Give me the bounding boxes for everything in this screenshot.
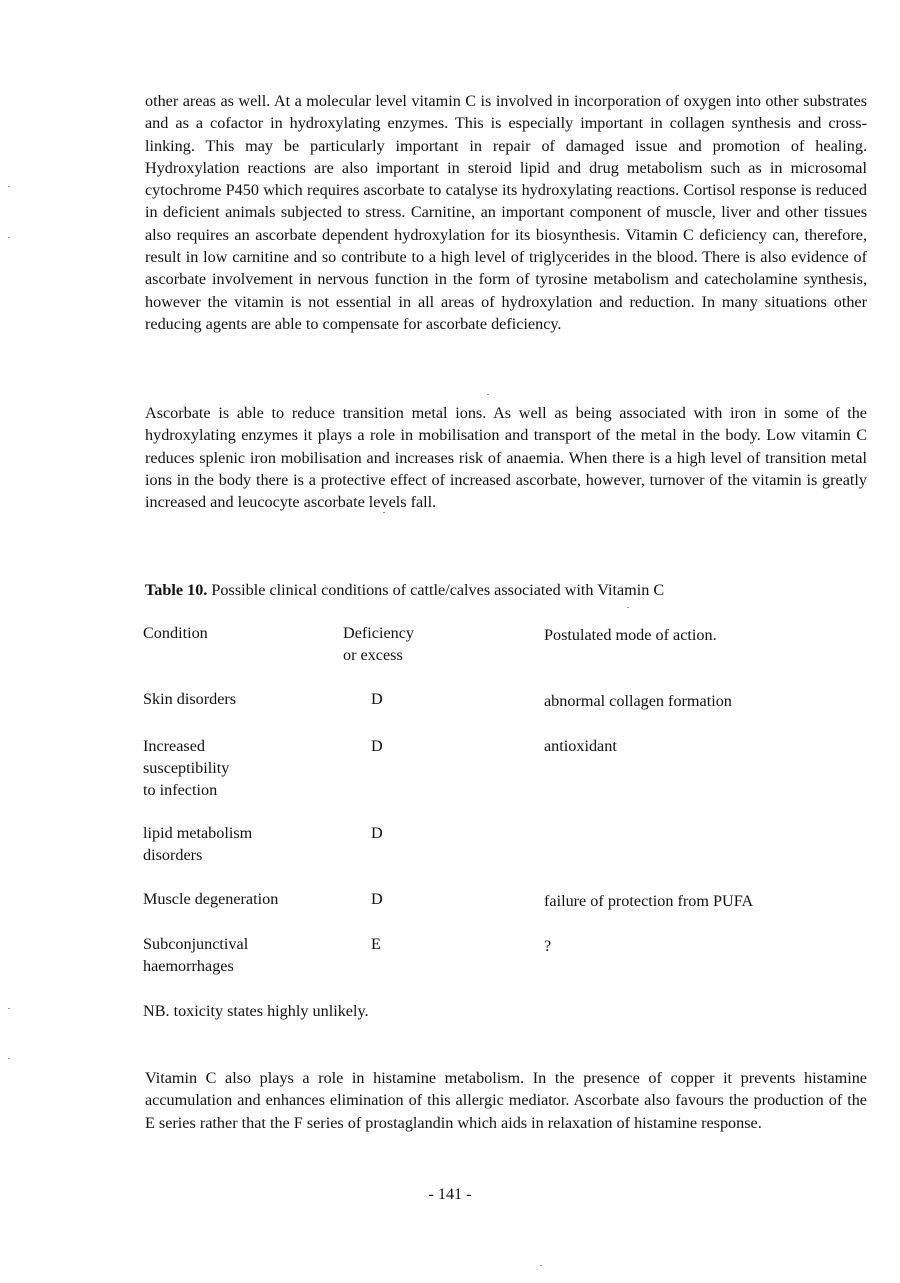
row-mode: failure of protection from PUFA [544,892,754,910]
row-condition: Muscle degeneration [143,890,279,908]
row-condition-line: susceptibility [143,759,230,777]
header-deficiency-line2: or excess [343,646,403,664]
scan-speck [540,1265,542,1266]
table-row [143,735,867,822]
row-code: E [371,935,381,953]
row-condition-line: to infection [143,781,218,799]
row-code: D [371,737,383,755]
scan-speck [8,186,10,187]
paragraph-vitamin-c-functions: other areas as well. At a molecular level vitamin C is involved in incorporation of oxygen into other substrates and as a cofactor in hydroxylating enzymes. This is especially important in collagen synthesis and cross-linking. This may be particularly important in repair of damaged issue and promotion of healing. Hydroxylation reactions are also important in steroid lipid and drug metabolism such as in microsomal cytochrome P450 which requires ascorbate to catalyse its hydroxylating reactions. Cortisol response is reduced in deficient animals subjected to stress. Carnitine, an important component of muscle, liver and other tissues also requires an ascorbate dependent hydroxylation for its biosynthesis. Vitamin C deficiency can, therefore, result in low carnitine and so contribute to a high level of triglycerides in the blood. There is also evidence of ascorbate involvement in nervous function in the form of tyrosine metabolism and catecholamine synthesis, however the vitamin is not essential in all areas of hydroxylation and reduction. In many situations other reducing agents are able to compensate for ascorbate deficiency. [145,92,867,333]
conditions-table [143,622,867,983]
row-mode: antioxidant [544,737,617,755]
scan-speck [8,237,10,238]
header-deficiency-line1: Deficiency [343,624,415,642]
header-mode-of-action: Postulated mode of action. [544,626,717,644]
row-code: D [371,824,383,842]
table-caption-label: Table 10. [145,581,208,599]
row-code: D [371,890,383,908]
row-condition [143,735,323,801]
paragraph-histamine-metabolism: Vitamin C also plays a role in histamine metabolism. In the presence of copper it prevents histamine accumulation and enhances elimination of this allergic mediator. Ascorbate also favours the production of the E series rather that the F series of prostaglandin which aids in relaxation of histamine response. [145,1069,867,1132]
table-row [143,933,867,983]
row-condition: Skin disorders [143,690,237,708]
header-deficiency [343,622,503,666]
row-condition [143,822,323,866]
paragraph-ascorbate-metal-ions: Ascorbate is able to reduce transition metal ions. As well as being associated with iron in some of the hydroxylating enzymes it plays a role in mobilisation and transport of the metal in the body. Low vitamin C reduces splenic iron mobilisation and increases risk of anaemia. When there is a high level of transition metal ions in the body there is a protective effect of increased ascorbate, however, turnover of the vitamin is greatly increased and leucocyte ascorbate levels fall. [145,404,867,512]
row-condition-line: disorders [143,846,203,864]
table-row [143,822,867,888]
row-condition-line: lipid metabolism [143,824,253,842]
table-note: NB. toxicity states highly unlikely. [143,1002,369,1020]
row-mode: abnormal collagen formation [544,692,732,710]
scan-speck [8,1058,10,1059]
row-condition-line: haemorrhages [143,957,234,975]
row-condition [143,933,323,977]
scan-speck [487,394,489,395]
table-row [143,888,867,933]
header-condition: Condition [143,624,208,642]
scan-speck [627,607,629,608]
row-condition-line: Subconjunctival [143,935,249,953]
row-mode: ? [544,937,552,955]
scan-speck [383,512,385,513]
row-condition-line: Increased [143,737,206,755]
table-caption [145,579,867,601]
scan-speck [8,1008,10,1009]
row-code: D [371,690,383,708]
page-number: - 141 - [428,1185,472,1203]
table-caption-text: Possible clinical conditions of cattle/calves associated with Vitamin C [207,581,665,599]
table-header-row [143,622,867,688]
table-row [143,688,867,735]
